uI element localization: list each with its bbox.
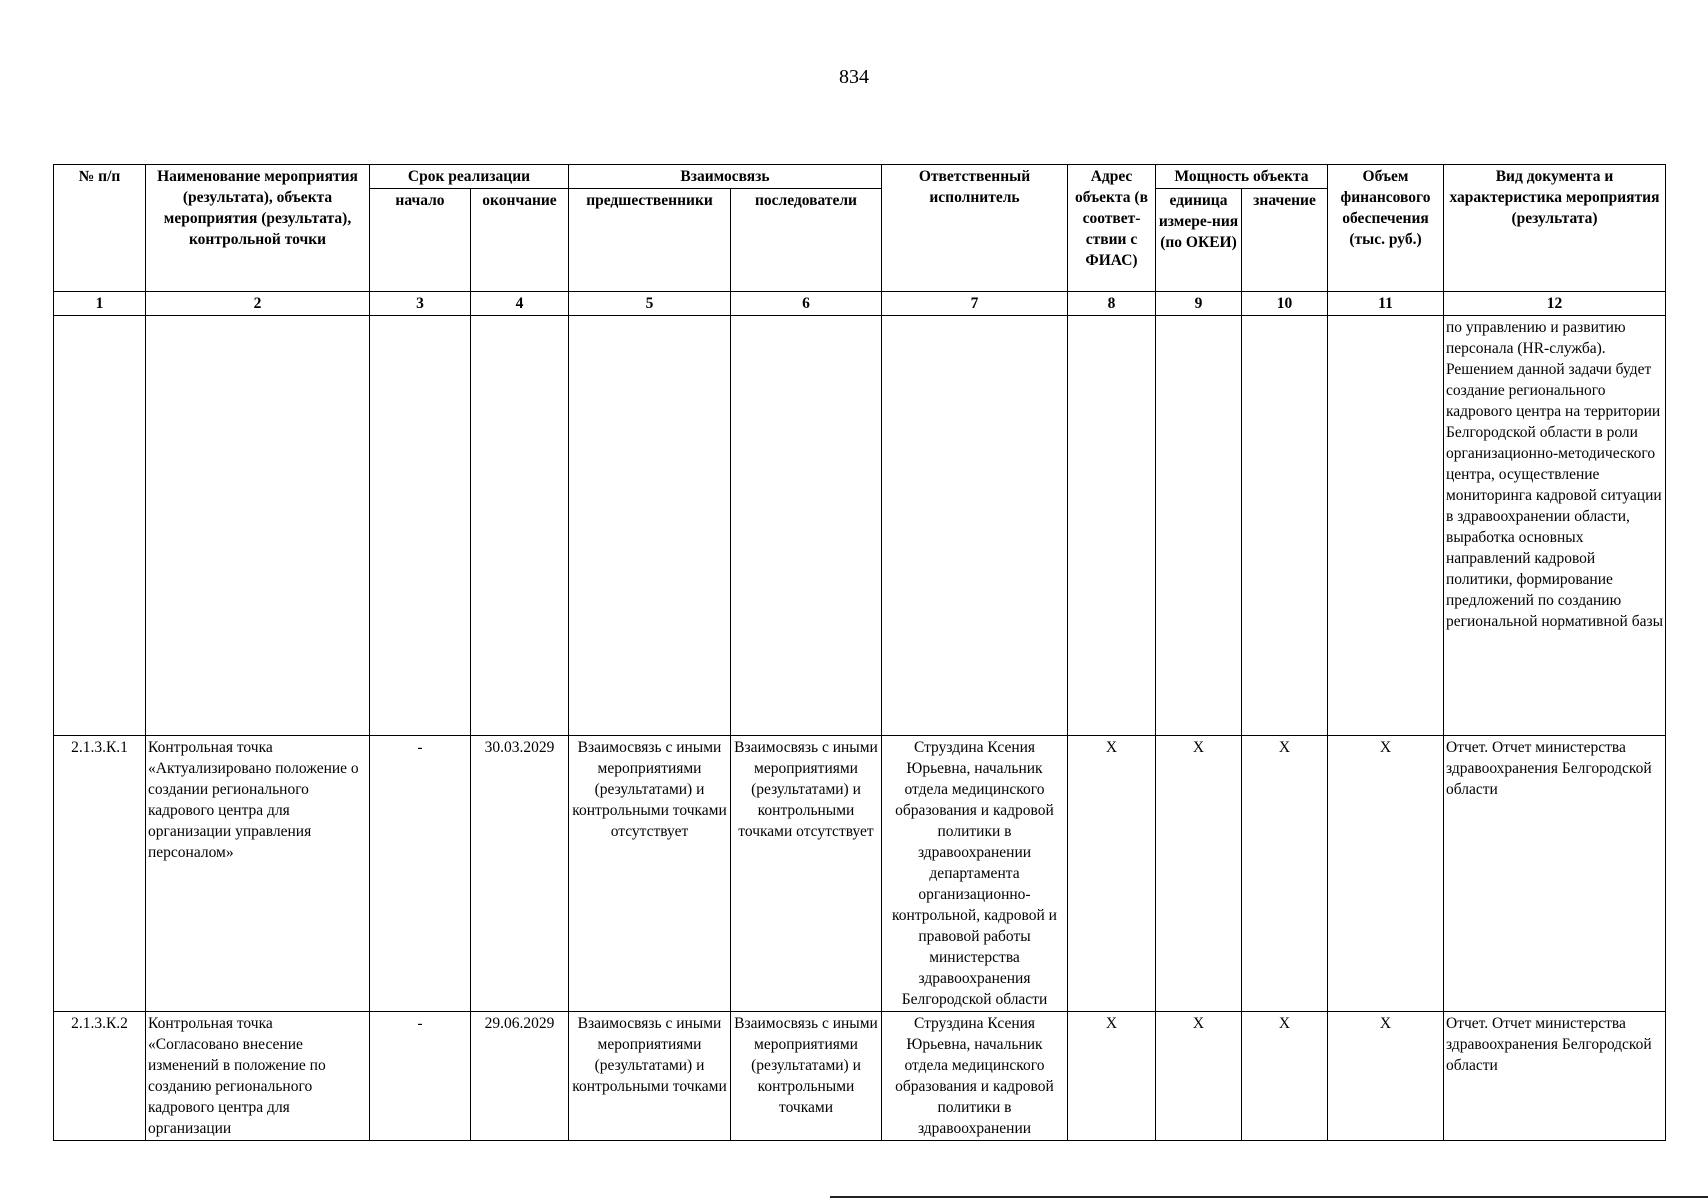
cell-end: 29.06.2029 (471, 1012, 569, 1141)
cell-start: - (370, 736, 471, 1012)
page-number: 834 (839, 66, 869, 88)
cell-unit (1156, 316, 1242, 736)
column-number: 1 (54, 292, 146, 316)
cell-successors: Взаимосвязь с иными мероприятиями (результатами) и контрольными точками (731, 1012, 882, 1141)
cell-address: X (1068, 1012, 1156, 1141)
cell-responsible: Струздина Ксения Юрьевна, начальник отдела медицинского образования и кадровой политики в здравоохранении (882, 1012, 1068, 1141)
cell-unit: X (1156, 1012, 1242, 1141)
column-number: 10 (1242, 292, 1328, 316)
cell-volume: X (1328, 1012, 1444, 1141)
cell-value: X (1242, 736, 1328, 1012)
cell-end: 30.03.2029 (471, 736, 569, 1012)
cell-unit: X (1156, 736, 1242, 1012)
table-row (54, 1012, 1666, 1141)
header-period: Срок реализации (370, 165, 569, 189)
column-number: 3 (370, 292, 471, 316)
header-address: Адрес объекта (в соответ-ствии с ФИАС) (1068, 165, 1156, 292)
column-number: 5 (569, 292, 731, 316)
cell-name: Контрольная точка «Согласовано внесение изменений в положение по созданию регионального кадрового центра для организации (146, 1012, 370, 1141)
cell-address (1068, 316, 1156, 736)
header-value: значение (1242, 189, 1328, 292)
cell-name: Контрольная точка «Актуализировано положение о создании регионального кадрового центра для организации управления персоналом» (146, 736, 370, 1012)
column-number: 11 (1328, 292, 1444, 316)
header-volume: Объем финансового обеспечения (тыс. руб.) (1328, 165, 1444, 292)
column-number: 9 (1156, 292, 1242, 316)
scan-edge-line (830, 1196, 1708, 1198)
table-header (54, 165, 1666, 316)
cell-start (370, 316, 471, 736)
cell-responsible: Струздина Ксения Юрьевна, начальник отдела медицинского образования и кадровой политики в здравоохранении департамента организационно-контрольной, кадровой и правовой работы министерства здравоохранения Белгородской области (882, 736, 1068, 1012)
column-number: 6 (731, 292, 882, 316)
header-successors: последователи (731, 189, 882, 292)
header-doc-type: Вид документа и характеристика мероприятия (результата) (1444, 165, 1666, 292)
cell-end (471, 316, 569, 736)
header-unit: единица измере-ния (по ОКЕИ) (1156, 189, 1242, 292)
cell-doc: Отчет. Отчет министерства здравоохранения Белгородской области (1444, 1012, 1666, 1141)
header-end: окончание (471, 189, 569, 292)
cell-value: X (1242, 1012, 1328, 1141)
cell-name (146, 316, 370, 736)
cell-num: 2.1.3.К.2 (54, 1012, 146, 1141)
column-number: 12 (1444, 292, 1666, 316)
header-predecessors: предшественники (569, 189, 731, 292)
header-name: Наименование мероприятия (результата), объекта мероприятия (результата), контрольной точки (146, 165, 370, 292)
header-relation: Взаимосвязь (569, 165, 882, 189)
header-responsible: Ответственный исполнитель (882, 165, 1068, 292)
table-row (54, 316, 1666, 736)
cell-successors: Взаимосвязь с иными мероприятиями (результатами) и контрольными точками отсутствует (731, 736, 882, 1012)
activities-table (53, 164, 1666, 1141)
column-number: 4 (471, 292, 569, 316)
cell-predecessors (569, 316, 731, 736)
cell-responsible (882, 316, 1068, 736)
header-start: начало (370, 189, 471, 292)
table-row (54, 736, 1666, 1012)
cell-doc: по управлению и развитию персонала (HR-служба). Решением данной задачи будет создание регионального кадрового центра на территории Белгородской области в роли организационно-методического центра, осуществление мониторинга кадровой ситуации в здравоохранении области, выработка основных направлений кадровой политики, формирование предложений по созданию региональной нормативной базы (1444, 316, 1666, 736)
cell-volume: X (1328, 736, 1444, 1012)
cell-num (54, 316, 146, 736)
column-number: 7 (882, 292, 1068, 316)
cell-predecessors: Взаимосвязь с иными мероприятиями (результатами) и контрольными точками (569, 1012, 731, 1141)
column-number: 8 (1068, 292, 1156, 316)
cell-address: X (1068, 736, 1156, 1012)
cell-doc: Отчет. Отчет министерства здравоохранения Белгородской области (1444, 736, 1666, 1012)
header-num: № п/п (54, 165, 146, 292)
cell-start: - (370, 1012, 471, 1141)
cell-volume (1328, 316, 1444, 736)
cell-successors (731, 316, 882, 736)
column-number: 2 (146, 292, 370, 316)
column-numbers-row (54, 292, 1666, 316)
cell-predecessors: Взаимосвязь с иными мероприятиями (результатами) и контрольными точками отсутствует (569, 736, 731, 1012)
cell-value (1242, 316, 1328, 736)
header-capacity: Мощность объекта (1156, 165, 1328, 189)
cell-num: 2.1.3.К.1 (54, 736, 146, 1012)
